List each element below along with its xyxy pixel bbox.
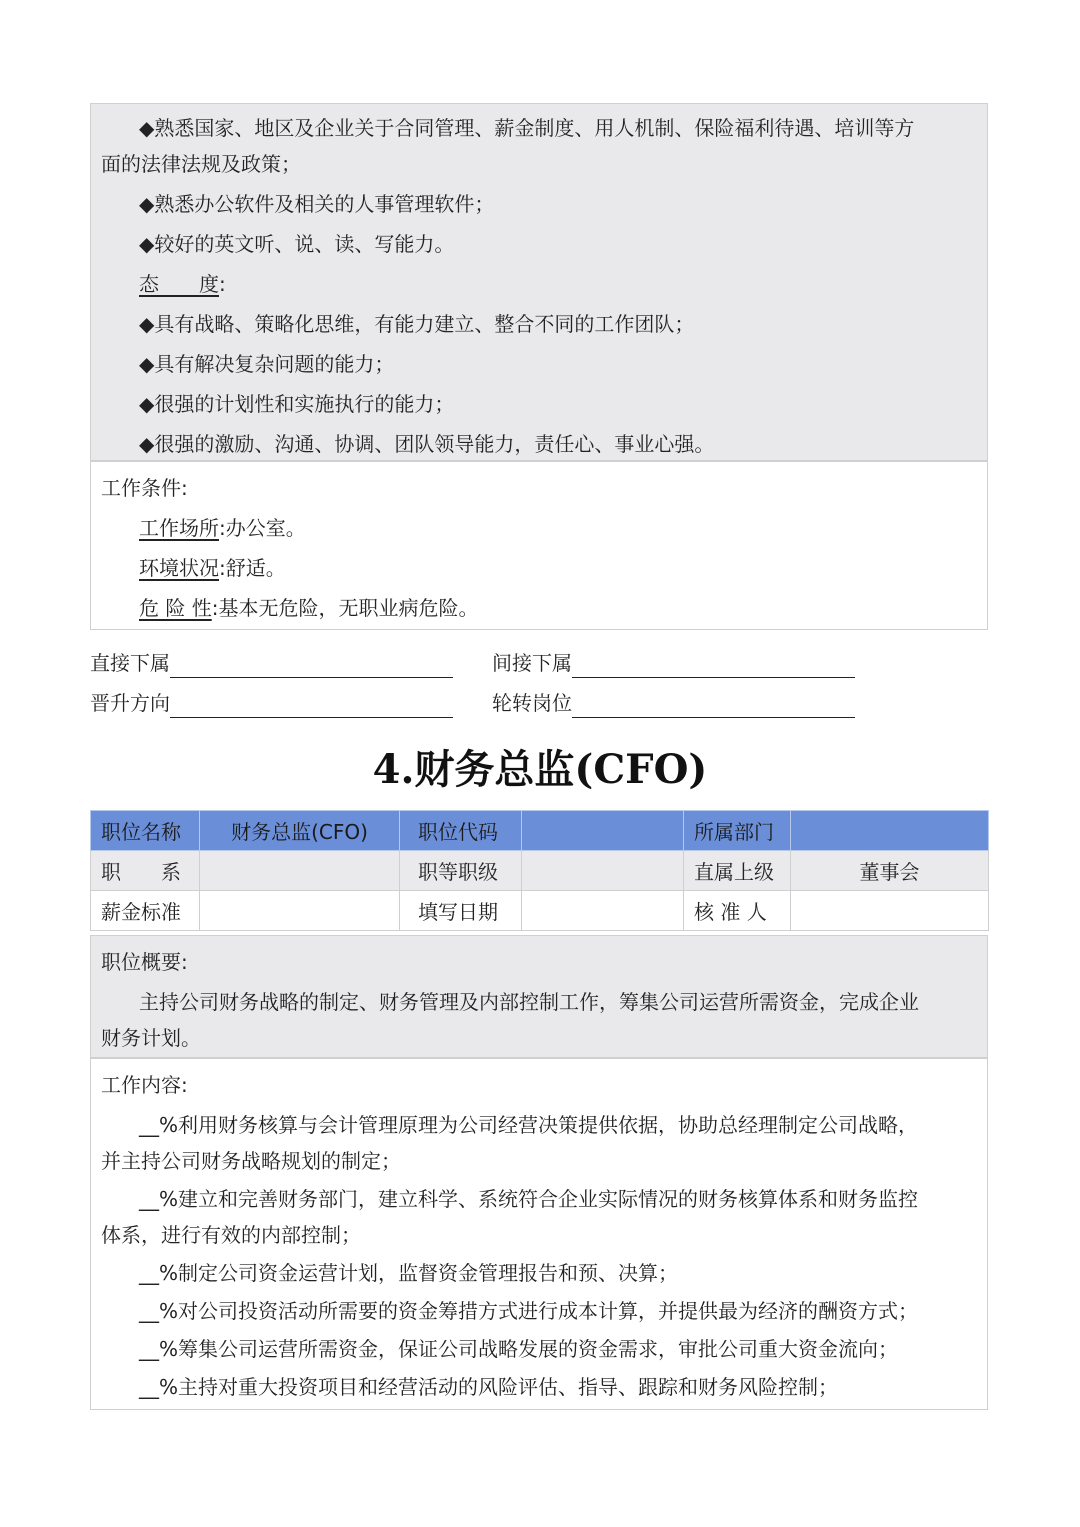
attitude-heading bbox=[91, 266, 987, 302]
table-row bbox=[91, 891, 989, 931]
overview-text: 财务计划。 bbox=[101, 1026, 201, 1050]
table-cell: 核 准 人 bbox=[684, 891, 791, 931]
table-cell: 直属上级 bbox=[684, 851, 791, 891]
table-cell bbox=[791, 811, 989, 851]
rotation-position-label: 轮转岗位 bbox=[492, 691, 572, 715]
work-conditions-title: 工作条件: bbox=[101, 476, 188, 500]
condition-label: 危 险 性 bbox=[139, 596, 212, 620]
section-title: 4.财务总监(CFO) bbox=[372, 746, 708, 793]
attitude-label: 态 度 bbox=[139, 272, 219, 296]
table-cell: 所属部门 bbox=[684, 811, 791, 851]
duty-item: __%制定公司资金运营计划，监督资金管理报告和预、决算； bbox=[139, 1261, 679, 1285]
duty-item-cont: 并主持公司财务战略规划的制定； bbox=[101, 1149, 401, 1173]
req-line-4: ◆较好的英文听、说、读、写能力。 bbox=[139, 232, 455, 256]
indirect-subordinate bbox=[492, 648, 855, 678]
table-cell: 职位名称 bbox=[91, 811, 200, 851]
table-cell bbox=[200, 851, 400, 891]
req-line-3: ◆熟悉办公软件及相关的人事管理软件； bbox=[139, 192, 495, 216]
overview-title: 职位概要: bbox=[101, 950, 188, 974]
indirect-subordinate-blank[interactable] bbox=[572, 655, 855, 678]
overview-text: 主持公司财务战略的制定、财务管理及内部控制工作，筹集公司运营所需资金，完成企业 bbox=[139, 990, 919, 1014]
req-line-2: 面的法律法规及政策； bbox=[101, 152, 301, 176]
table-cell: 董事会 bbox=[791, 851, 989, 891]
req-line-1: ◆熟悉国家、地区及企业关于合同管理、薪金制度、用人机制、保险福利待遇、培训等方 bbox=[139, 116, 915, 140]
requirements-block bbox=[90, 103, 988, 461]
duties-title: 工作内容: bbox=[101, 1073, 188, 1097]
indirect-subordinate-label: 间接下属 bbox=[492, 651, 572, 675]
table-row bbox=[91, 851, 989, 891]
duty-item: __%筹集公司运营所需资金，保证公司战略发展的资金需求，审批公司重大资金流向； bbox=[139, 1337, 899, 1361]
table-cell bbox=[522, 851, 684, 891]
attitude-item: ◆很强的激励、沟通、协调、团队领导能力，责任心、事业心强。 bbox=[139, 432, 715, 456]
table-cell: 财务总监(CFO) bbox=[200, 811, 400, 851]
direct-subordinate-label: 直接下属 bbox=[90, 651, 170, 675]
table-cell: 职 系 bbox=[91, 851, 200, 891]
table-cell: 填写日期 bbox=[400, 891, 522, 931]
attitude-item: ◆很强的计划性和实施执行的能力； bbox=[139, 392, 455, 416]
condition-value: :基本无危险，无职业病危险。 bbox=[211, 596, 479, 620]
table-cell bbox=[522, 811, 684, 851]
condition-item bbox=[91, 550, 987, 586]
direct-subordinate bbox=[90, 648, 453, 678]
table-row bbox=[91, 811, 989, 851]
promotion-direction-blank[interactable] bbox=[170, 695, 453, 718]
direct-subordinate-blank[interactable] bbox=[170, 655, 453, 678]
condition-label: 工作场所 bbox=[139, 516, 219, 540]
attitude-colon: : bbox=[219, 272, 226, 296]
rotation-position-blank[interactable] bbox=[572, 695, 855, 718]
overview-block bbox=[90, 935, 988, 1058]
duty-item: __%对公司投资活动所需要的资金筹措方式进行成本计算，并提供最为经济的酬资方式； bbox=[139, 1299, 919, 1323]
condition-value: :舒适。 bbox=[219, 556, 286, 580]
table-cell: 职位代码 bbox=[400, 811, 522, 851]
attitude-item: ◆具有解决复杂问题的能力； bbox=[139, 352, 395, 376]
table-cell bbox=[522, 891, 684, 931]
work-conditions-block bbox=[90, 461, 988, 630]
promotion-direction-label: 晋升方向 bbox=[90, 691, 170, 715]
condition-item bbox=[91, 590, 987, 626]
promotion-direction bbox=[90, 688, 453, 718]
table-cell: 职等职级 bbox=[400, 851, 522, 891]
condition-label: 环境状况 bbox=[139, 556, 219, 580]
rotation-position bbox=[492, 688, 855, 718]
duty-item: __%主持对重大投资项目和经营活动的风险评估、指导、跟踪和财务风险控制； bbox=[139, 1375, 839, 1399]
condition-value: :办公室。 bbox=[219, 516, 306, 540]
position-info-table bbox=[90, 810, 989, 931]
table-cell bbox=[200, 891, 400, 931]
duty-item: __%建立和完善财务部门，建立科学、系统符合企业实际情况的财务核算体系和财务监控 bbox=[139, 1187, 919, 1211]
duty-item-cont: 体系，进行有效的内部控制； bbox=[101, 1223, 361, 1247]
duty-item: __%利用财务核算与会计管理原理为公司经营决策提供依据，协助总经理制定公司战略， bbox=[139, 1113, 919, 1137]
duties-block bbox=[90, 1058, 988, 1410]
condition-item bbox=[91, 510, 987, 546]
table-cell: 薪金标准 bbox=[91, 891, 200, 931]
table-cell bbox=[791, 891, 989, 931]
attitude-item: ◆具有战略、策略化思维，有能力建立、整合不同的工作团队； bbox=[139, 312, 695, 336]
